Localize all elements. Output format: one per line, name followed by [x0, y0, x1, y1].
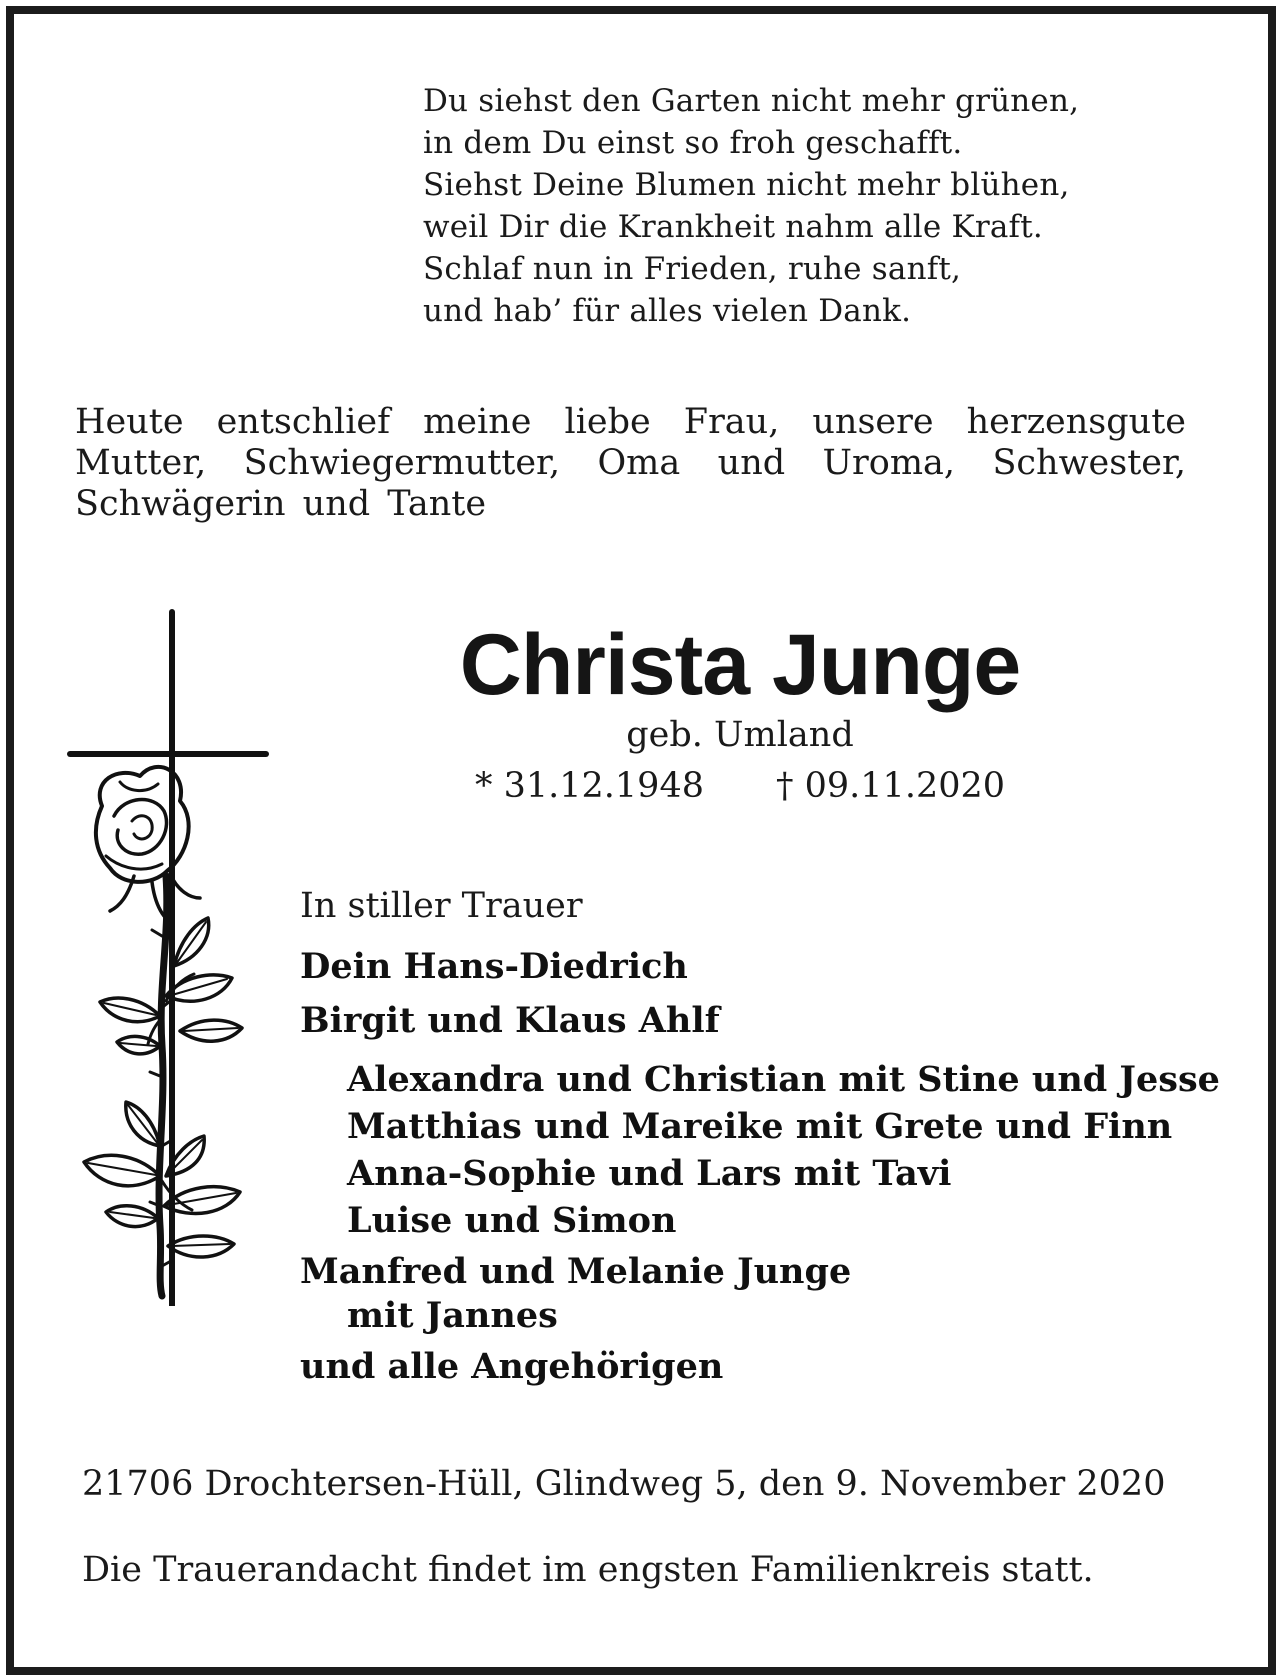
- poem: [423, 80, 1079, 332]
- deceased-name: Christa Junge: [459, 617, 1021, 713]
- maiden-name: geb. Umland: [626, 715, 854, 755]
- mourner-grandchild: Anna-Sophie und Lars mit Tavi: [347, 1153, 952, 1194]
- mourner-family-sub: mit Jannes: [347, 1295, 558, 1336]
- poem-line: Schlaf nun in Frieden, ruhe sanft,: [423, 251, 962, 287]
- mourner-grandchild: Luise und Simon: [347, 1200, 677, 1241]
- poem-line: Du siehst den Garten nicht mehr grünen,: [423, 83, 1080, 119]
- birth-date: * 31.12.1948: [474, 766, 704, 806]
- mourner-family: Birgit und Klaus Ahlf: [300, 1000, 720, 1041]
- announcement-text: Heute entschlief meine liebe Frau, unsere herzensgute Mutter, Schwiegermutter, Oma und Uroma, Schwester, Schwägerin und Tante: [75, 402, 1186, 524]
- poem-line: in dem Du einst so froh geschafft.: [423, 125, 963, 161]
- mourner-grandchild: Matthias und Mareike mit Grete und Finn: [347, 1106, 1173, 1147]
- mourner-spouse: Dein Hans-Diedrich: [300, 946, 688, 987]
- mourners-list: [300, 940, 1220, 1394]
- mourner-family: Manfred und Melanie Junge: [300, 1251, 852, 1292]
- service-note: Die Trauerandacht findet im engsten Familienkreis statt.: [82, 1550, 1094, 1590]
- grandchildren-list: [300, 1056, 1220, 1244]
- poem-line: weil Dir die Krankheit nahm alle Kraft.: [423, 209, 1043, 245]
- address-line: 21706 Drochtersen-Hüll, Glindweg 5, den 9. November 2020: [82, 1464, 1166, 1504]
- life-dates: [330, 764, 1150, 808]
- mourning-heading: In stiller Trauer: [300, 886, 583, 926]
- poem-line: Siehst Deine Blumen nicht mehr blühen,: [423, 167, 1070, 203]
- death-date: † 09.11.2020: [776, 766, 1006, 806]
- mourner-others: und alle Angehörigen: [300, 1346, 724, 1387]
- cross-with-rose-icon: [62, 606, 282, 1306]
- poem-line: und hab’ für alles vielen Dank.: [423, 293, 912, 329]
- mourner-grandchild: Alexandra und Christian mit Stine und Jesse: [347, 1059, 1220, 1100]
